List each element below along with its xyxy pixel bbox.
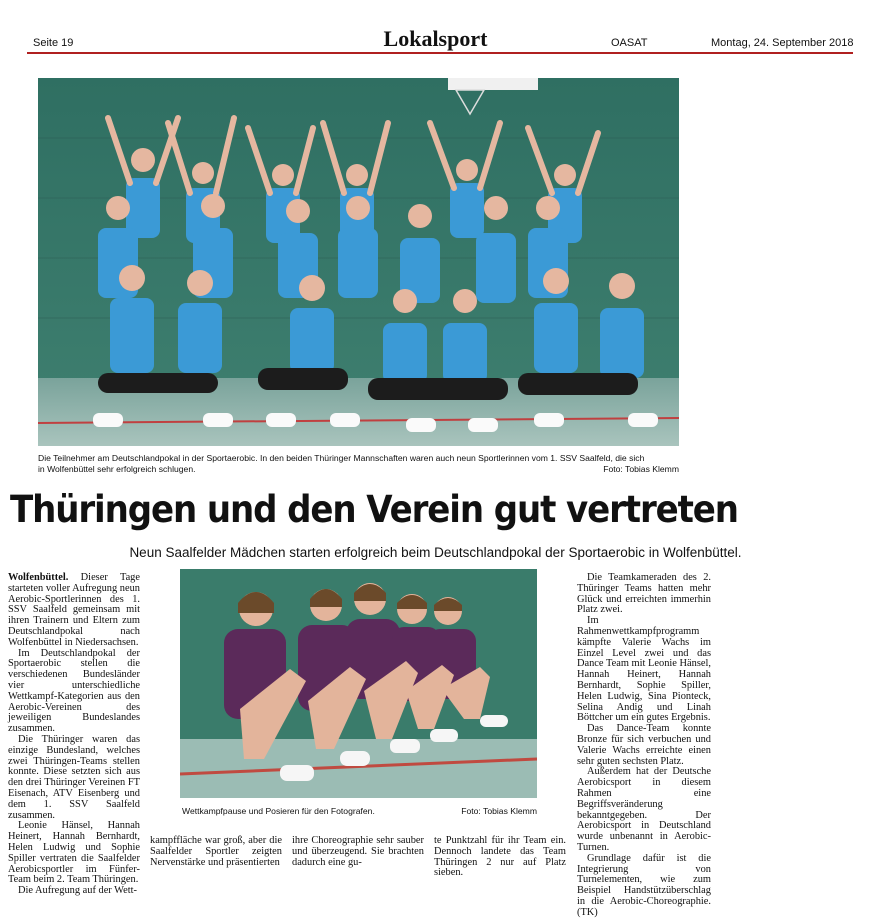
lead-text: Dieser Tage starteten voller Aufregung neun Aerobic-Sportlerinnen des 1. SSV Saalfeld gemeinsam mit ihren Trainern und Eltern zum Deutschlandpokal nach Wolfenbüttel in Niedersachsen. — [8, 572, 140, 648]
article-paragraph: Grundlage dafür ist die Integrierung von Turnelementen, wie zum Beispiel Handstützüberschlag in die Aerobic-Choreographie. (TK) — [577, 852, 711, 918]
article-paragraph: ihre Choreographie sehr sauber und überzeugend. Sie brachten dadurch eine gu- — [292, 835, 424, 868]
top-photo-credit: Foto: Tobias Klemm — [603, 464, 679, 474]
article-paragraph: Im Rahmenwettkampfprogramm kämpfte Valerie Wachs im Einzel Level zwei und das Dance Team mit Leonie Hänsel, Hannah Heinert, Hannah Bernhardt, Sophie Spiller, Helen Ludwig, Sina Pionteck, Selina Andig und Linah Böttcher um ein gutes Ergebnis. — [577, 615, 711, 724]
headline: Thüringen und den Verein gut vertreten — [10, 488, 738, 531]
article-paragraph: Außerdem hat der Deutsche Aerobicsport in diesem Rahmen eine Begriffsveränderung bekanntgegeben. Der Aerobicsport in Deutschland wurde unbenannt in Aerobic-Turnen. — [577, 766, 711, 853]
inset-photo-credit: Foto: Tobias Klemm — [461, 806, 537, 816]
inset-photo-caption-row — [182, 806, 537, 817]
article-column-5 — [577, 573, 711, 919]
article-paragraph: Die Thüringer waren das einzige Bundesland, welches zwei Thüringen-Teams stellen konnte. Diese setzten sich aus den drei Thüringer Vereinen FT Eisenach, ATV Eisenberg und dem 1. SSV Saalfeld zusammen. — [8, 733, 140, 821]
dateline: Wolfenbüttel. — [8, 572, 69, 583]
top-photo-caption — [38, 453, 679, 475]
team-photo — [38, 78, 679, 446]
top-photo-caption-line1: Die Teilnehmer am Deutschlandpokal in der Sportaerobic. In den beiden Thüringer Mannschaften waren auch neun Sportlerinnen vom 1. SSV Saalfeld, die sich — [38, 453, 645, 463]
section-title: Lokalsport — [383, 26, 488, 51]
inset-photo — [180, 569, 537, 798]
top-photo-caption-line2: in Wolfenbüttel sehr erfolgreich schlugen. — [38, 464, 196, 474]
article-paragraph: kampffläche war groß, aber die Saalfelder Sportler zeigten Nervenstärke und präsentierten — [150, 835, 282, 868]
article-column-4 — [434, 836, 566, 879]
article-paragraph: Die Teamkameraden des 2. Thüringer Teams hatten mehr Glück und erreichten immerhin Platz zwei. — [577, 572, 711, 616]
article-paragraph: te Punktzahl für ihr Team ein. Dennoch landete das Team Thüringen 2 nur auf Platz sieben. — [434, 835, 566, 879]
article-column-1 — [8, 573, 140, 897]
article-paragraph: Leonie Hänsel, Hannah Heinert, Hannah Bernhardt, Helen Ludwig und Sophie Spiller vertraten die Saalfelder Aerobicsportler im Fünfer-Team beim 2. Team Thüringen. — [8, 820, 140, 886]
issue-date: Montag, 24. September 2018 — [711, 37, 854, 49]
article-paragraph: Im Deutschlandpokal der Sportaerobic stellen die verschiedenen Bundesländer vier unterschiedliche Wettkampf-Kategorien aus den Aerobic-Vereinen des jeweiligen Bundeslandes zusammen. — [8, 647, 140, 735]
page-number: Seite 19 — [33, 37, 74, 49]
article-paragraph: Das Dance-Team konnte Bronze für sich verbuchen und Valerie Wachs erreichte einen sehr guten sechsten Platz. — [577, 723, 711, 767]
subheadline: Neun Saalfelder Mädchen starten erfolgreich beim Deutschlandpokal der Sportaerobic in Wolfenbüttel. — [129, 545, 742, 560]
header-rule — [27, 52, 853, 54]
article-paragraph: Die Aufregung auf der Wett- — [18, 885, 137, 897]
inset-photo-caption: Wettkampfpause und Posieren für den Fotografen. — [182, 806, 375, 816]
article-column-2 — [150, 836, 282, 868]
article-column-3 — [292, 836, 424, 868]
paper-name: OASAT — [611, 37, 648, 49]
article-paragraph — [8, 573, 140, 649]
